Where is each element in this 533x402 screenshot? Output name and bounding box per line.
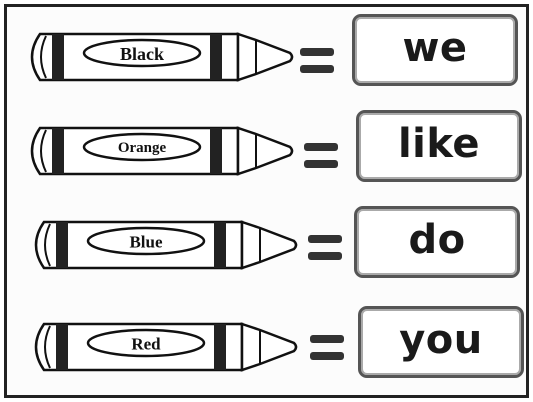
crayon-red	[26, 316, 298, 378]
equals-sign	[298, 45, 338, 84]
sight-word: like	[397, 121, 481, 167]
crayon-icon	[26, 316, 298, 378]
word-card-we	[352, 14, 518, 86]
crayon-icon	[22, 120, 294, 182]
crayon-icon	[26, 214, 298, 276]
equals-sign	[302, 140, 342, 179]
equals-sign	[308, 332, 348, 371]
crayon-black	[22, 26, 294, 88]
sight-word: you	[399, 317, 483, 363]
crayon-label: Blue	[129, 232, 163, 252]
equals-sign	[306, 232, 346, 271]
sight-word: do	[408, 217, 466, 263]
sight-word: we	[402, 25, 468, 71]
word-card-like	[356, 110, 522, 182]
crayon-orange	[22, 120, 294, 182]
crayon-label: Orange	[117, 140, 167, 156]
crayon-label: Red	[131, 334, 161, 354]
word-card-do	[354, 206, 520, 278]
crayon-blue	[26, 214, 298, 276]
crayon-icon	[22, 26, 294, 88]
word-card-you	[358, 306, 524, 378]
crayon-label: Black	[119, 44, 165, 64]
